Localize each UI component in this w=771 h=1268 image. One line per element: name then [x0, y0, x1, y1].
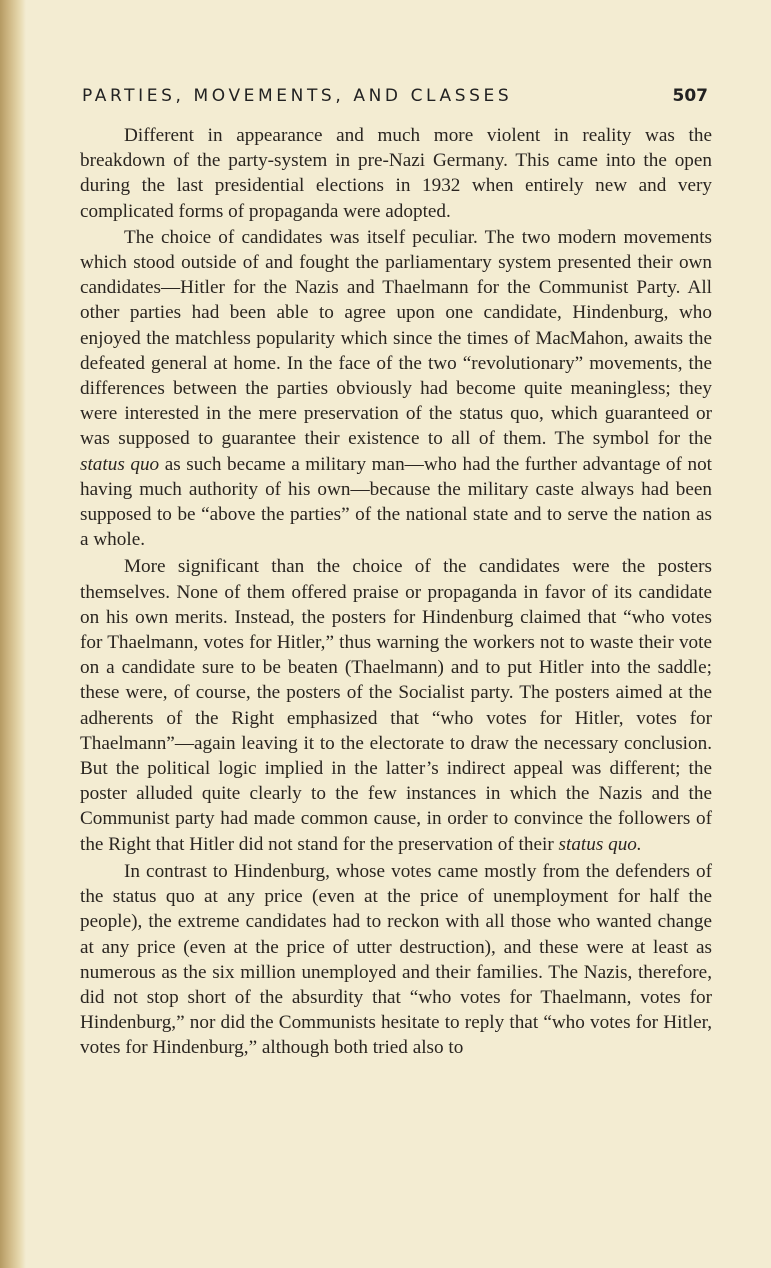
text-run: Different in appearance and much more violent in reality was the breakdown of the party-system in pre-Nazi Germany. This came into the open during the last presidential elections in 1932 when entirely new and very complicated forms of propaganda were adopted.: [80, 125, 712, 222]
running-head: [80, 86, 712, 110]
book-spine-shadow: [0, 0, 26, 1268]
paragraph: [80, 123, 712, 224]
text-run: In contrast to Hindenburg, whose votes came mostly from the defenders of the status quo at any price (even at the price of unemployment for half the people), the extreme candidates had to reckon with all those who wanted change at any price (even at the price of utter destruction), and these were at least as numerous as the six million unemployed and their families. The Nazis, therefore, did not stop short of the absurdity that “who votes for Thaelmann, votes for Hindenburg,” nor did the Communists hesitate to reply that “who votes for Hitler, votes for Hindenburg,” although both tried also to: [80, 860, 712, 1059]
paragraph: [80, 554, 712, 856]
text-run: as such became a military man—who had the further advantage of not having much authority of his own—because the military caste always had been supposed to be “above the parties” of the national state and to serve the nation as a whole.: [80, 453, 712, 551]
text-run: The choice of candidates was itself peculiar. The two modern movements which stood outside of and fought the parliamentary system presented their own candidates—Hitler for the Nazis and Thaelmann for the Communist Party. All other parties had been able to agree upon one candidate, Hindenburg, who enjoyed the matchless popularity which since the times of MacMahon, awaits the defeated general at home. In the face of the two “revolutionary” movements, the differences between the parties obviously had become quite meaningless; they were interested in the mere preservation of the status quo, which guaranteed or was supposed to guarantee their existence to all of them. The symbol for the: [80, 226, 712, 450]
running-head-title: PARTIES, MOVEMENTS, AND CLASSES: [82, 86, 513, 106]
italic-text: status quo: [80, 453, 160, 475]
body-text: [80, 123, 712, 1061]
page-number: 507: [672, 86, 708, 106]
text-run: More significant than the choice of the candidates were the posters themselves. None of them offered praise or propaganda in favor of its candidate on his own merits. Instead, the posters for Hindenburg claimed that “who votes for Thaelmann, votes for Hitler,” thus warning the workers not to waste their vote on a candidate sure to be beaten (Thaelmann) and to put Hitler into the saddle; these were, of course, the posters of the Socialist party. The posters aimed at the adherents of the Right emphasized that “who votes for Hitler, votes for Thaelmann”—again leaving it to the electorate to draw the necessary conclusion. But the political logic implied in the latter’s indirect appeal was different; the poster alluded quite clearly to the few instances in which the Nazis and the Communist party had made common cause, in order to convince the followers of the Right that Hitler did not stand for the preservation of their: [80, 556, 712, 855]
paragraph: [80, 859, 712, 1061]
paragraph: [80, 225, 712, 553]
italic-text: status quo.: [558, 833, 642, 855]
book-page: [80, 0, 712, 1268]
